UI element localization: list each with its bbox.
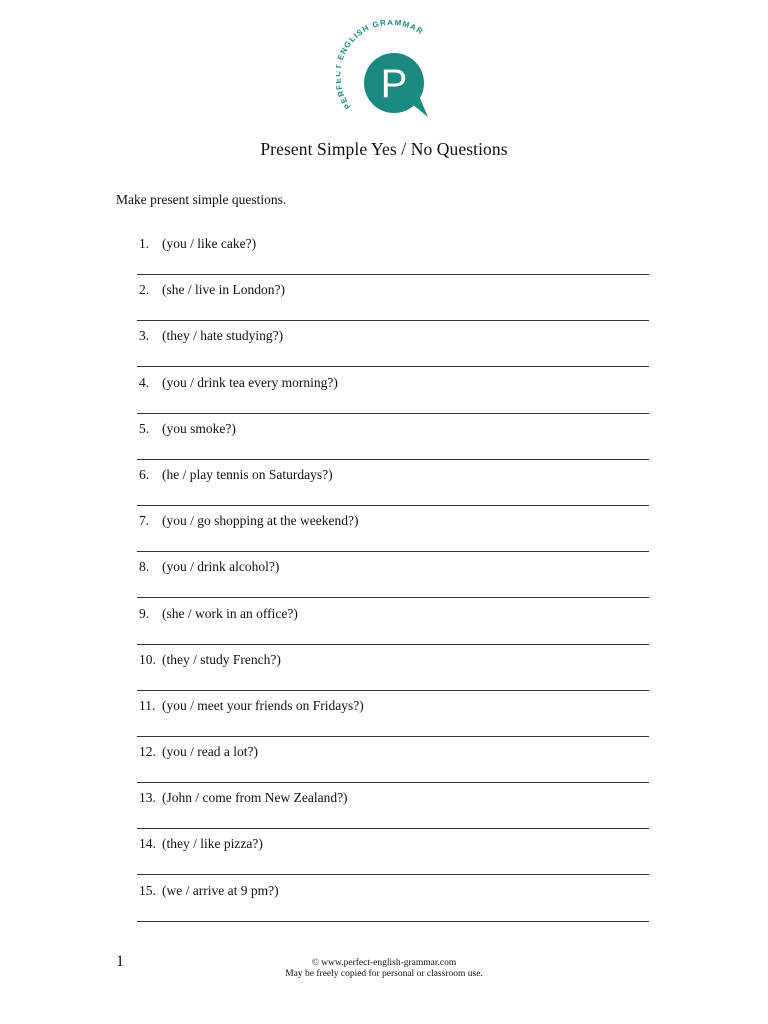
answer-line[interactable] xyxy=(137,644,649,645)
item-prompt: (you smoke?) xyxy=(162,420,236,436)
exercise-item xyxy=(137,236,649,282)
exercise-item xyxy=(137,282,649,328)
exercise-item xyxy=(137,328,649,374)
item-prompt: (they / like pizza?) xyxy=(162,836,263,852)
item-prompt: (she / live in London?) xyxy=(162,282,285,298)
item-prompt: (you / drink tea every morning?) xyxy=(162,374,338,390)
answer-line[interactable] xyxy=(137,366,649,367)
item-number: 5. xyxy=(139,420,150,436)
speech-bubble-p-logo-icon xyxy=(336,20,436,126)
answer-line[interactable] xyxy=(137,320,649,321)
exercise-item xyxy=(137,744,649,790)
item-prompt: (you / like cake?) xyxy=(162,236,257,251)
item-prompt: (you / go shopping at the weekend?) xyxy=(162,513,359,529)
item-prompt: (you / drink alcohol?) xyxy=(162,559,280,575)
item-number: 4. xyxy=(139,374,150,390)
item-number: 15. xyxy=(139,882,156,898)
item-number: 14. xyxy=(139,836,156,852)
exercise-item xyxy=(137,836,649,882)
item-number: 10. xyxy=(139,651,156,667)
logo-arc-text: PER ENGLISH GRAMMAR xyxy=(336,20,426,111)
item-number: 12. xyxy=(139,744,156,760)
item-number: 2. xyxy=(139,282,150,298)
page-title: Present Simple Yes / No Questions xyxy=(260,139,508,159)
item-prompt: (she / work in an office?) xyxy=(162,605,298,621)
exercise-item xyxy=(137,698,649,744)
item-prompt: (they / study French?) xyxy=(162,651,281,667)
answer-line[interactable] xyxy=(137,921,649,922)
answer-line[interactable] xyxy=(137,828,649,829)
exercise-item xyxy=(137,790,649,836)
answer-line[interactable] xyxy=(137,782,649,783)
exercise-list xyxy=(137,236,649,929)
item-number: 8. xyxy=(139,559,150,575)
answer-line[interactable] xyxy=(137,736,649,737)
footer xyxy=(0,958,768,980)
item-prompt: (John / come from New Zealand?) xyxy=(162,790,348,806)
item-number: 1. xyxy=(139,236,150,251)
item-number: 11. xyxy=(139,697,156,713)
exercise-item xyxy=(137,883,649,929)
exercise-item xyxy=(137,559,649,605)
item-prompt: (they / hate studying?) xyxy=(162,328,284,344)
answer-line[interactable] xyxy=(137,690,649,691)
answer-line[interactable] xyxy=(137,459,649,460)
answer-line[interactable] xyxy=(137,505,649,506)
exercise-item xyxy=(137,421,649,467)
answer-line[interactable] xyxy=(137,551,649,552)
item-prompt: (you / read a lot?) xyxy=(162,744,258,760)
exercise-item xyxy=(137,606,649,652)
item-number: 3. xyxy=(139,328,150,344)
answer-line[interactable] xyxy=(137,597,649,598)
footer-copyright: © www.perfect-english-grammar.com xyxy=(311,958,457,968)
exercise-item xyxy=(137,467,649,513)
exercise-item xyxy=(137,652,649,698)
answer-line[interactable] xyxy=(137,413,649,414)
logo-graphic xyxy=(336,20,436,126)
footer-usage: May be freely copied for personal or classroom use. xyxy=(285,969,483,979)
instructions: Make present simple questions. xyxy=(116,192,287,207)
item-number: 6. xyxy=(139,466,150,482)
page-number: 1 xyxy=(116,953,124,970)
item-number: 9. xyxy=(139,605,150,621)
item-prompt: (we / arrive at 9 pm?) xyxy=(162,882,279,898)
exercise-item xyxy=(137,375,649,421)
answer-line[interactable] xyxy=(137,874,649,875)
exercise-item xyxy=(137,513,649,559)
answer-line[interactable] xyxy=(137,274,649,275)
item-prompt: (he / play tennis on Saturdays?) xyxy=(162,466,333,482)
item-prompt: (you / meet your friends on Fridays?) xyxy=(162,697,364,713)
item-number: 13. xyxy=(139,790,156,806)
logo-letter: P xyxy=(380,62,408,106)
item-number: 7. xyxy=(139,513,150,529)
